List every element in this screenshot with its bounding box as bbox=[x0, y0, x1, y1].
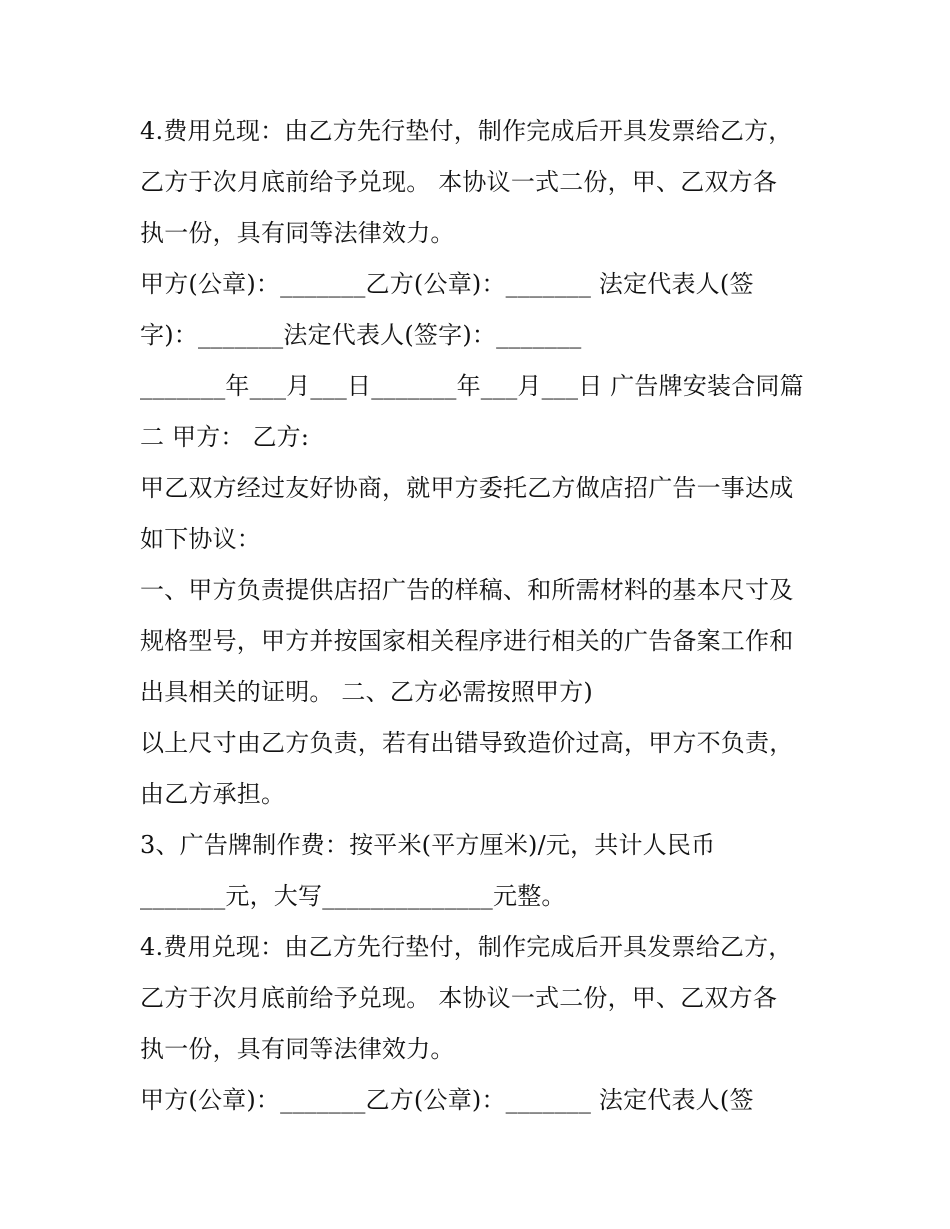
text-line-12: 出具相关的证明。 二、乙方必需按照甲方) bbox=[140, 678, 593, 706]
text-line-15: 3、广告牌制作费：按平米(平方厘米)/元，共计人民币 bbox=[140, 831, 716, 859]
text-line-17: 4.费用兑现：由乙方先行垫付，制作完成后开具发票给乙方， bbox=[140, 933, 793, 961]
text-line-20: 甲方(公章)：_______乙方(公章)：_______ 法定代表人(签 bbox=[140, 1086, 754, 1114]
text-line-3: 执一份，具有同等法律效力。 bbox=[140, 219, 455, 247]
text-line-9: 如下协议： bbox=[140, 525, 261, 553]
text-line-16: _______元，大写______________元整。 bbox=[140, 882, 566, 910]
text-line-5: 字)：_______法定代表人(签字)：_______ bbox=[140, 321, 582, 349]
text-line-7: 二 甲方： 乙方: bbox=[140, 423, 310, 451]
text-line-8: 甲乙双方经过友好协商，就甲方委托乙方做店招广告一事达成 bbox=[140, 474, 794, 502]
text-line-13: 以上尺寸由乙方负责，若有出错导致造价过高，甲方不负责， bbox=[140, 729, 794, 757]
text-line-1: 4.费用兑现：由乙方先行垫付，制作完成后开具发票给乙方， bbox=[140, 117, 793, 145]
document-body bbox=[140, 106, 820, 1126]
text-line-18: 乙方于次月底前给予兑现。 本协议一式二份，甲、乙双方各 bbox=[140, 984, 778, 1012]
text-line-2: 乙方于次月底前给予兑现。 本协议一式二份，甲、乙双方各 bbox=[140, 168, 778, 196]
text-line-4: 甲方(公章)：_______乙方(公章)：_______ 法定代表人(签 bbox=[140, 270, 754, 298]
text-line-10: 一、甲方负责提供店招广告的样稿、和所需材料的基本尺寸及 bbox=[140, 576, 794, 604]
text-line-19: 执一份，具有同等法律效力。 bbox=[140, 1035, 455, 1063]
text-line-6: _______年___月___日_______年___月___日 广告牌安装合同篇 bbox=[140, 372, 804, 400]
text-line-11: 规格型号，甲方并按国家相关程序进行相关的广告备案工作和 bbox=[140, 627, 794, 655]
text-line-14: 由乙方承担。 bbox=[140, 780, 286, 808]
